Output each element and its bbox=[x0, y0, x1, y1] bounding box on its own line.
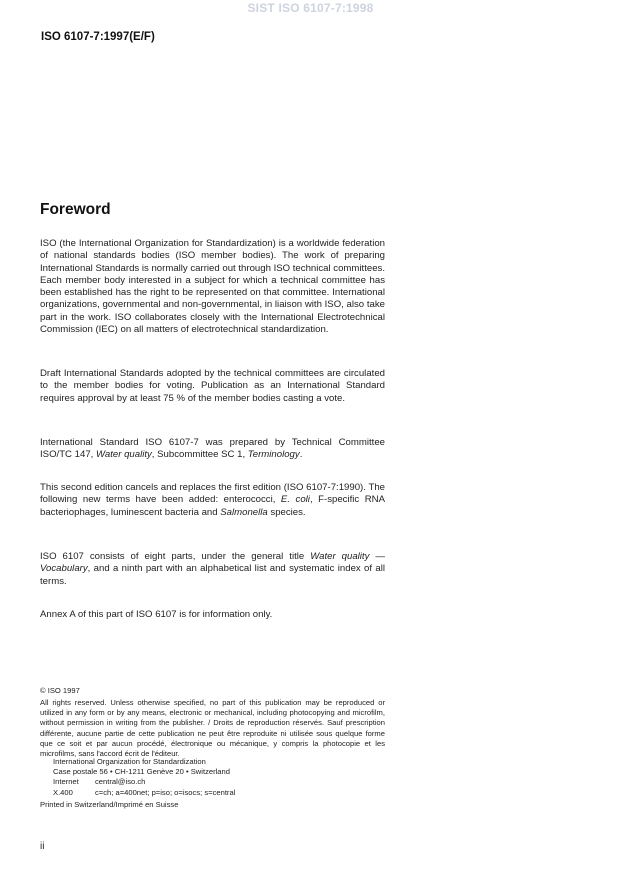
general-title-italic: Water quality — Vocabulary bbox=[40, 551, 385, 575]
paragraph-draft-standards: Draft International Standards adopted by the technical committees are circulated to the member bodies for voting. Publication as an International Standard requires approval by at least 75 % of the member bodies casting a vote. bbox=[40, 368, 385, 404]
organization-name: International Organization for Standardization bbox=[53, 757, 206, 766]
printed-in: Printed in Switzerland/Imprimé en Suisse bbox=[40, 800, 179, 809]
publisher-address-block bbox=[53, 757, 373, 798]
internet-row bbox=[53, 777, 373, 787]
salmonella-italic: Salmonella bbox=[220, 506, 268, 518]
watermark: SIST ISO 6107-7:1998 bbox=[247, 1, 374, 15]
prepared-by-end: . bbox=[299, 449, 303, 461]
paragraph-iso-intro: ISO (the International Organization for Standardization) is a worldwide federation of national standards bodies (ISO member bodies). The work of preparing International Standards is normally carried out through ISO technical committees. Each member body interested in a subject for which a technical committee has been established has the right to be represented on that committee. International organizations, governmental and non-governmental, in liaison with ISO, also take part in the work. ISO collaborates closely with the International Electrotechnical Commission (IEC) on all matters of electrotechnical standardization. bbox=[40, 238, 386, 336]
paragraph-annex: Annex A of this part of ISO 6107 is for information only. bbox=[40, 609, 273, 620]
parts-text: ISO 6107 consists of eight parts, under the general title bbox=[40, 551, 311, 562]
edition-text: This second edition cancels and replaces the first edition (ISO 6107-7:1990). The following new terms have been added: enterococci, bbox=[40, 482, 385, 506]
parts-text-end: , and a ninth part with an alphabetical list and systematic index of all terms. bbox=[40, 563, 385, 587]
edition-text-mid: , F-specific RNA bacteriophages, luminescent bacteria and bbox=[40, 494, 385, 518]
internet-address: central@iso.ch bbox=[95, 777, 146, 787]
x400-row bbox=[53, 788, 373, 798]
paragraph-prepared-by bbox=[40, 437, 385, 462]
copyright-notice: © ISO 1997 bbox=[40, 686, 80, 695]
page-number: ii bbox=[40, 841, 45, 852]
page-title: Foreword bbox=[40, 201, 111, 218]
copyright-rights: All rights reserved. Unless otherwise specified, no part of this publication may be reproduced or utilized in any form or by any means, electronic or mechanical, including photocopying and microfilm, without permission in writing from the publisher. / Droits de reproduction réservés. Sauf prescription différente, aucune partie de cette publication ne peut être reproduite ni utilisée sous quelque forme que ce soit et par aucun procédé, électronique ou mécanique, y compris la photocopie et les microfilms, sans l'accord écrit de l'éditeur. bbox=[40, 698, 385, 759]
paragraph-parts bbox=[40, 551, 385, 588]
x400-address: c=ch; a=400net; p=iso; o=isocs; s=central bbox=[95, 787, 236, 797]
prepared-by-subcommittee: , Subcommittee SC 1, bbox=[151, 449, 248, 461]
paragraph-edition bbox=[40, 482, 385, 519]
x400-label: X.400 bbox=[53, 787, 73, 797]
postal-address: Case postale 56 • CH-1211 Genève 20 • Switzerland bbox=[53, 767, 230, 777]
internet-label: Internet bbox=[53, 777, 79, 787]
water-quality-italic: Water quality bbox=[95, 449, 152, 461]
prepared-by-text: International Standard ISO 6107-7 was prepared by Technical Committee ISO/TC 147, bbox=[40, 437, 385, 461]
ecoli-italic: E. coli bbox=[280, 494, 310, 506]
edition-text-end: species. bbox=[267, 506, 306, 518]
document-id-header: ISO 6107-7:1997(E/F) bbox=[41, 31, 155, 43]
terminology-italic: Terminology bbox=[247, 449, 300, 461]
